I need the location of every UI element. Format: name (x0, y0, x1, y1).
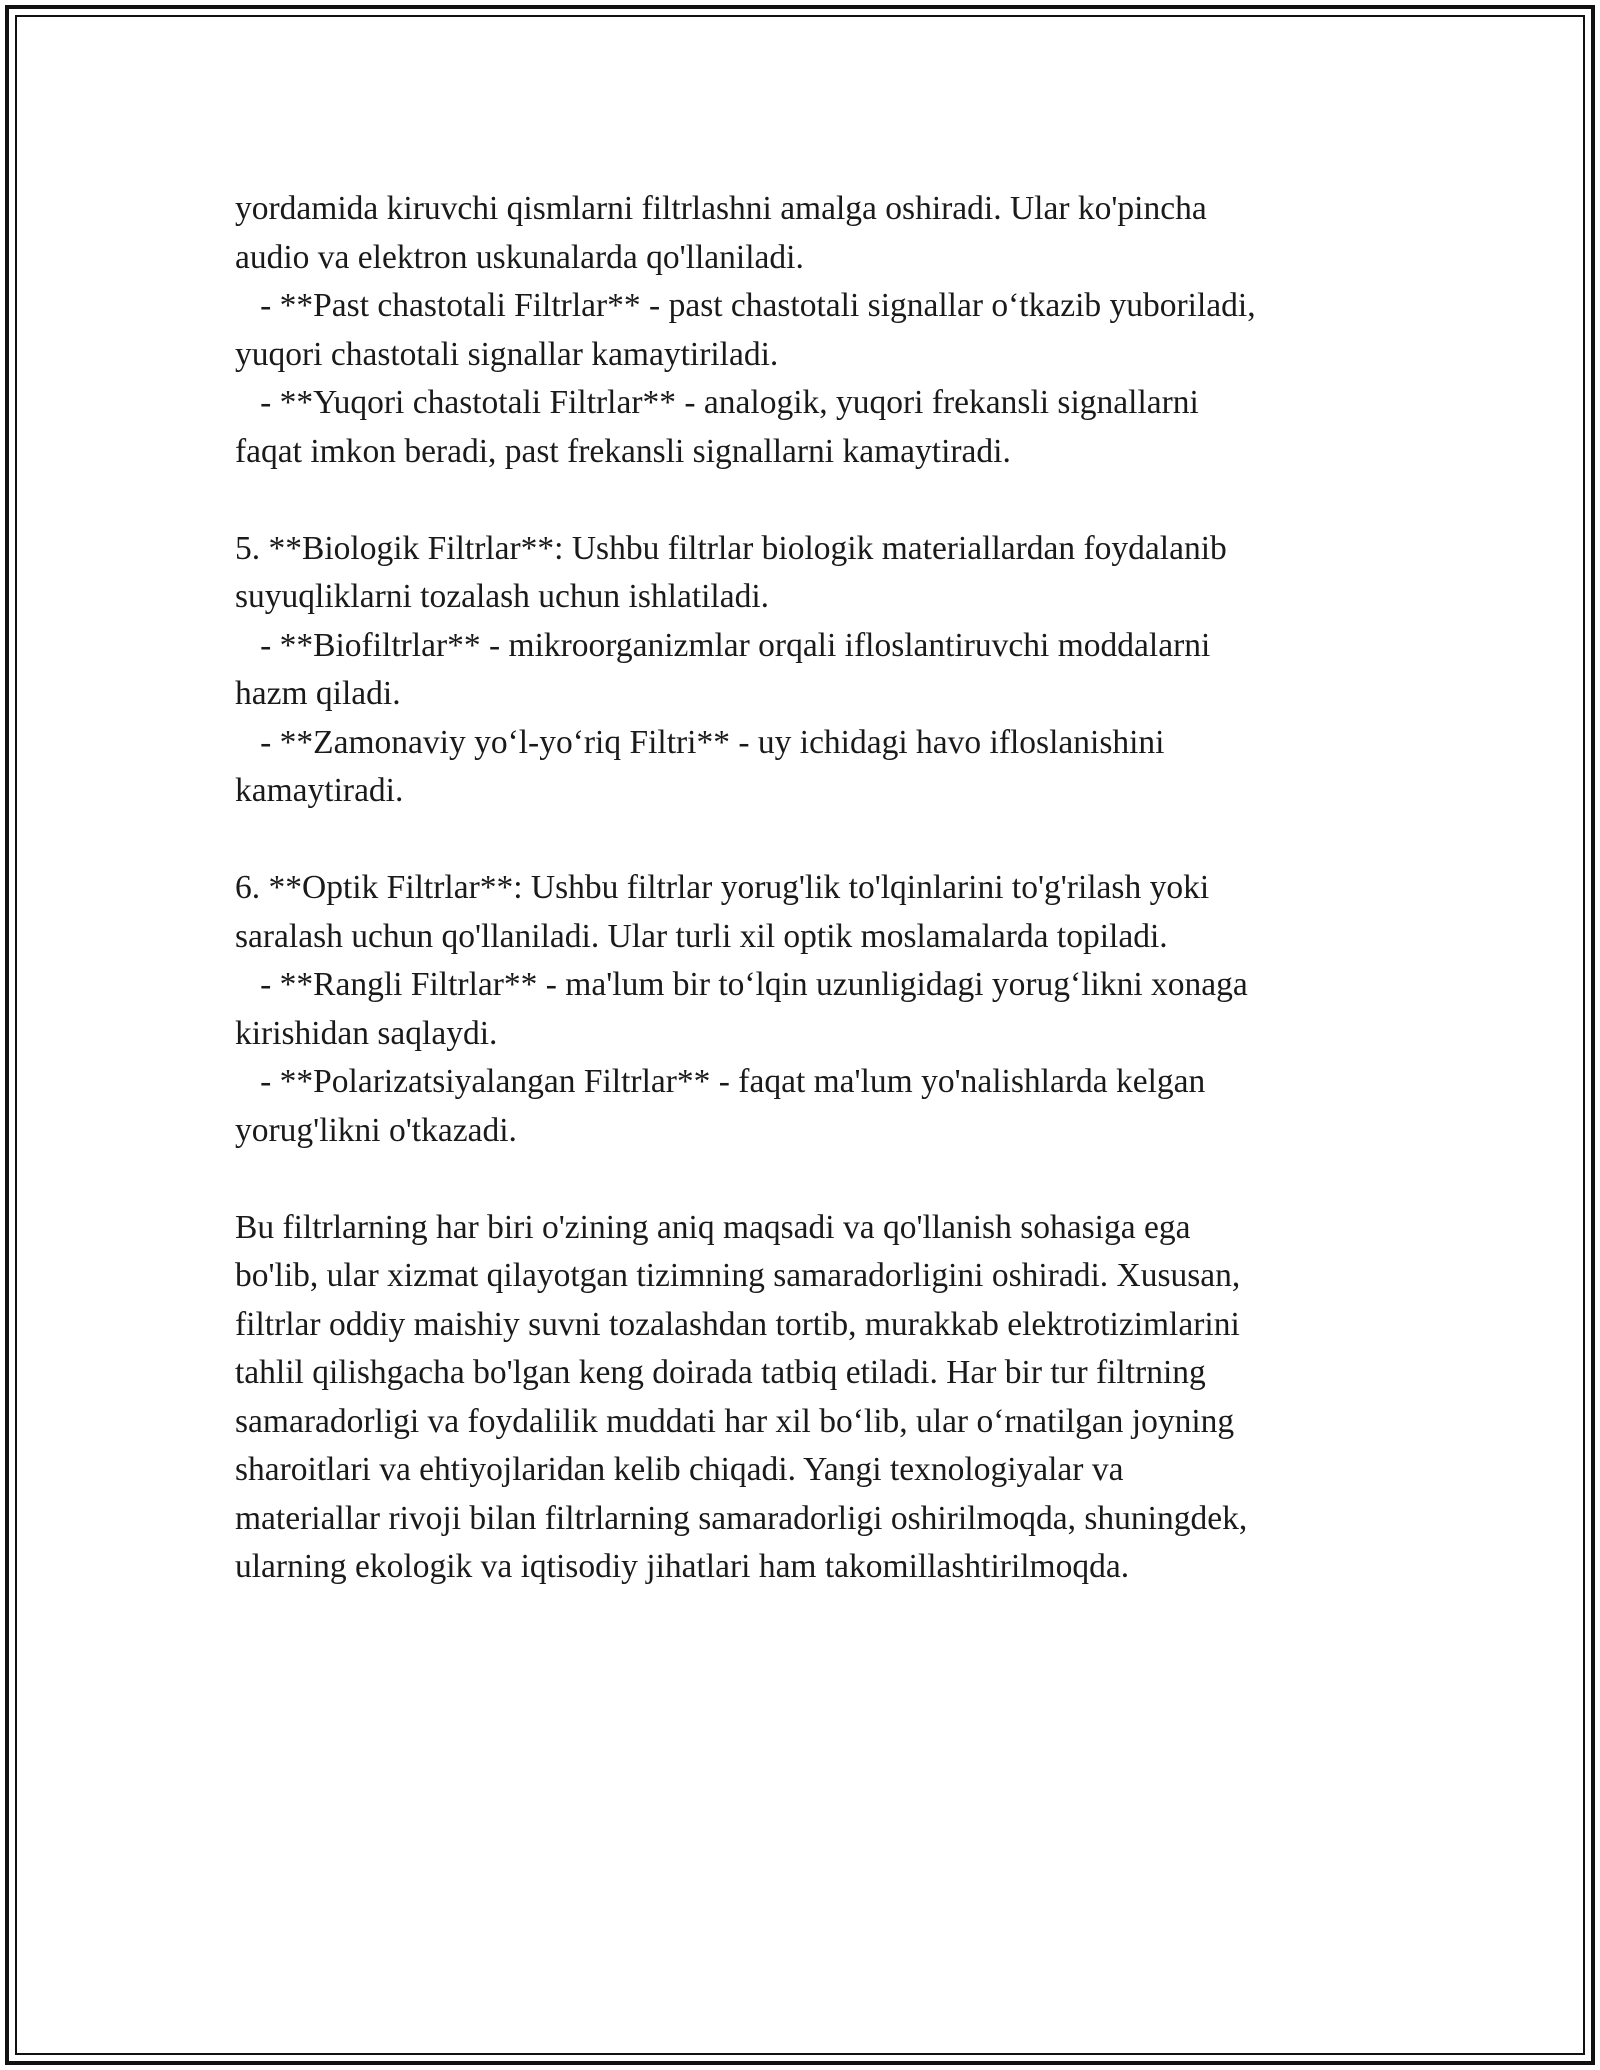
list-item-color-filters: - **Rangli Filtrlar** - ma'lum bir to‘lqin uzunligidagi yorug‘likni xonaga (235, 966, 1248, 1003)
text-line: materiallar rivoji bilan filtrlarning samaradorligi oshirilmoqda, shuningdek, (235, 1499, 1248, 1537)
section-heading-line: 6. **Optik Filtrlar**: Ushbu filtrlar yorug'lik to'lqinlarini to'g'rilash yoki (235, 869, 1210, 906)
list-item-modern-filter: - **Zamonaviy yo‘l-yo‘riq Filtri** - uy ichidagi havo ifloslanishini (235, 723, 1165, 761)
list-item-high-pass: - **Yuqori chastotali Filtrlar** - analogik, yuqori frekansli signallarni (235, 384, 1199, 421)
section-heading-line: 5. **Biologik Filtrlar**: Ushbu filtrlar biologik materiallardan foydalanib (235, 529, 1227, 567)
paragraph-electronic-filters (235, 185, 1375, 476)
text-line: suyuqliklarni tozalash uchun ishlatiladi. (235, 578, 770, 615)
text-line: kirishidan saqlaydi. (235, 1014, 498, 1052)
document-body (235, 185, 1375, 1592)
text-line: sharoitlari va ehtiyojlaridan kelib chiqadi. Yangi texnologiyalar va (235, 1451, 1124, 1488)
text-line: ularning ekologik va iqtisodiy jihatlari ham takomillashtirilmoqda. (235, 1548, 1130, 1585)
paragraph-gap (235, 476, 1375, 525)
paragraph-optical-filters (235, 864, 1375, 1155)
paragraph-gap (235, 816, 1375, 865)
paragraph-biological-filters (235, 525, 1375, 816)
text-line: audio va elektron uskunalarda qo'llaniladi. (235, 238, 804, 276)
text-line: hazm qiladi. (235, 675, 401, 712)
list-item-low-pass: - **Past chastotali Filtrlar** - past chastotali signallar o‘tkazib yuboriladi, (235, 287, 1256, 324)
text-line: samaradorligi va foydalilik muddati har xil bo‘lib, ular o‘rnatilgan joyning (235, 1402, 1235, 1440)
list-item-biofilters: - **Biofiltrlar** - mikroorganizmlar orqali ifloslantiruvchi moddalarni (235, 626, 1211, 664)
text-line: faqat imkon beradi, past frekansli signallarni kamaytiradi. (235, 432, 1011, 470)
text-line: yorug'likni o'tkazadi. (235, 1111, 517, 1149)
list-item-polarizing-filters: - **Polarizatsiyalangan Filtrlar** - faqat ma'lum yo'nalishlarda kelgan (235, 1063, 1206, 1100)
text-line: yuqori chastotali signallar kamaytiriladi. (235, 335, 779, 373)
text-line: yordamida kiruvchi qismlarni filtrlashni amalga oshiradi. Ular ko'pincha (235, 190, 1207, 227)
paragraph-conclusion (235, 1204, 1375, 1592)
text-line: bo'lib, ular xizmat qilayotgan tizimning samaradorligini oshiradi. Xususan, (235, 1257, 1241, 1294)
text-line: kamaytiradi. (235, 772, 404, 809)
text-line: saralash uchun qo'llaniladi. Ular turli xil optik moslamalarda topiladi. (235, 917, 1168, 955)
text-line: tahlil qilishgacha bo'lgan keng doirada tatbiq etiladi. Har bir tur filtrning (235, 1354, 1206, 1391)
text-line: Bu filtrlarning har biri o'zining aniq maqsadi va qo'llanish sohasiga ega (235, 1208, 1191, 1246)
text-line: filtrlar oddiy maishiy suvni tozalashdan tortib, murakkab elektrotizimlarini (235, 1305, 1240, 1343)
paragraph-gap (235, 1155, 1375, 1204)
